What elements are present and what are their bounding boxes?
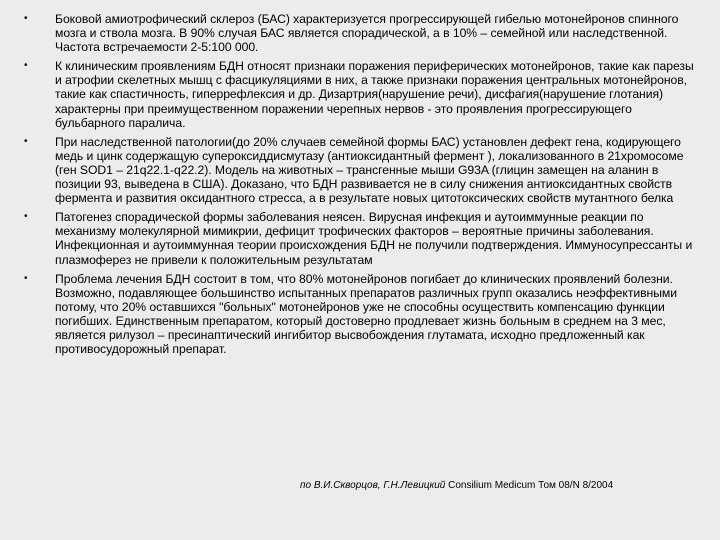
bullet-text: К клиническим проявлениям БДН относят признаки поражения периферических мотонейронов, такие как парезы и атрофии скелетных мышц с фасцикуляциями в них, а также признаки поражения центральных мотонейронов, такие как спастичность, гиперрефлексия и др. Дизартрия(нарушение речи), дисфагия(нарушение глотания) характерны при преимущественном поражении черепных нервов - это проявления прогрессирующего бульбарного паралича. [55,59,694,130]
bullet-list [24,12,700,361]
bullet-icon: • [24,211,28,223]
bullet-icon: • [24,60,28,72]
bullet-text: Патогенез спорадической формы заболевания неясен. Вирусная инфекция и аутоиммунные реакции по механизму молекулярной мимикрии, дефицит трофических факторов – вероятные причины заболевания. Инфекционная и аутоиммунная теории происхождения БДН не получили подтверждения. Иммуносупрессанты и плазмоферез не привели к положительным результатам [55,210,693,267]
citation-source: Consilium Medicum Том 08/N 8/2004 [448,480,614,491]
bullet-icon: • [24,135,28,147]
bullet-text: Боковой амиотрофический склероз (БАС) характеризуется прогрессирующей гибелью мотонейронов спинного мозга и ствола мозга. В 90% случая БАС является спорадической, а в 10% – семейной или наследственной. Частота встречаемости 2-5:100 000. [55,12,679,55]
bullet-icon: • [24,272,28,284]
bullet-item [24,135,700,205]
bullet-item [24,12,700,54]
bullet-icon: • [24,13,28,24]
citation-authors: по В.И.Скворцов, Г.Н.Левицкий [300,480,446,491]
bullet-item [24,210,700,266]
citation [300,480,700,492]
bullet-text: При наследственной патологии(до 20% случаев семейной формы БАС) установлен дефект гена, кодирующего медь и цинк содержащую супероксиддисмутазу (антиоксидантный фермент ), локализованного в 21хромосоме (ген SOD1 – 21q22.1-q22.2). Модель на животных – трансгенные мыши G93A (глицин замещен на аланин в позиции 93, выведена в США). Доказано, что БДН развивается не в силу снижения антиоксидантных свойств фермента и развития оксидантного стресса, а в результате новых цитотоксических свойств мутантного белка [55,134,684,206]
bullet-text: Проблема лечения БДН состоит в том, что 80% мотонейронов погибает до клинических проявлений болезни. Возможно, подавляющее большинство испытанных препаратов различных групп оказались неэффективными потому, что 20% оставшихся "больных" мотонейронов уже не способны осуществить компенсацию функции погибших. Единственным препаратом, который достоверно продлевает жизнь больным в среднем на 3 мес, является рилузол – пресинаптический ингибитор высвобождения глутамата, исходно предложенный как противосудорожный препарат. [55,271,678,357]
bullet-item [24,59,700,129]
bullet-item [24,272,700,357]
